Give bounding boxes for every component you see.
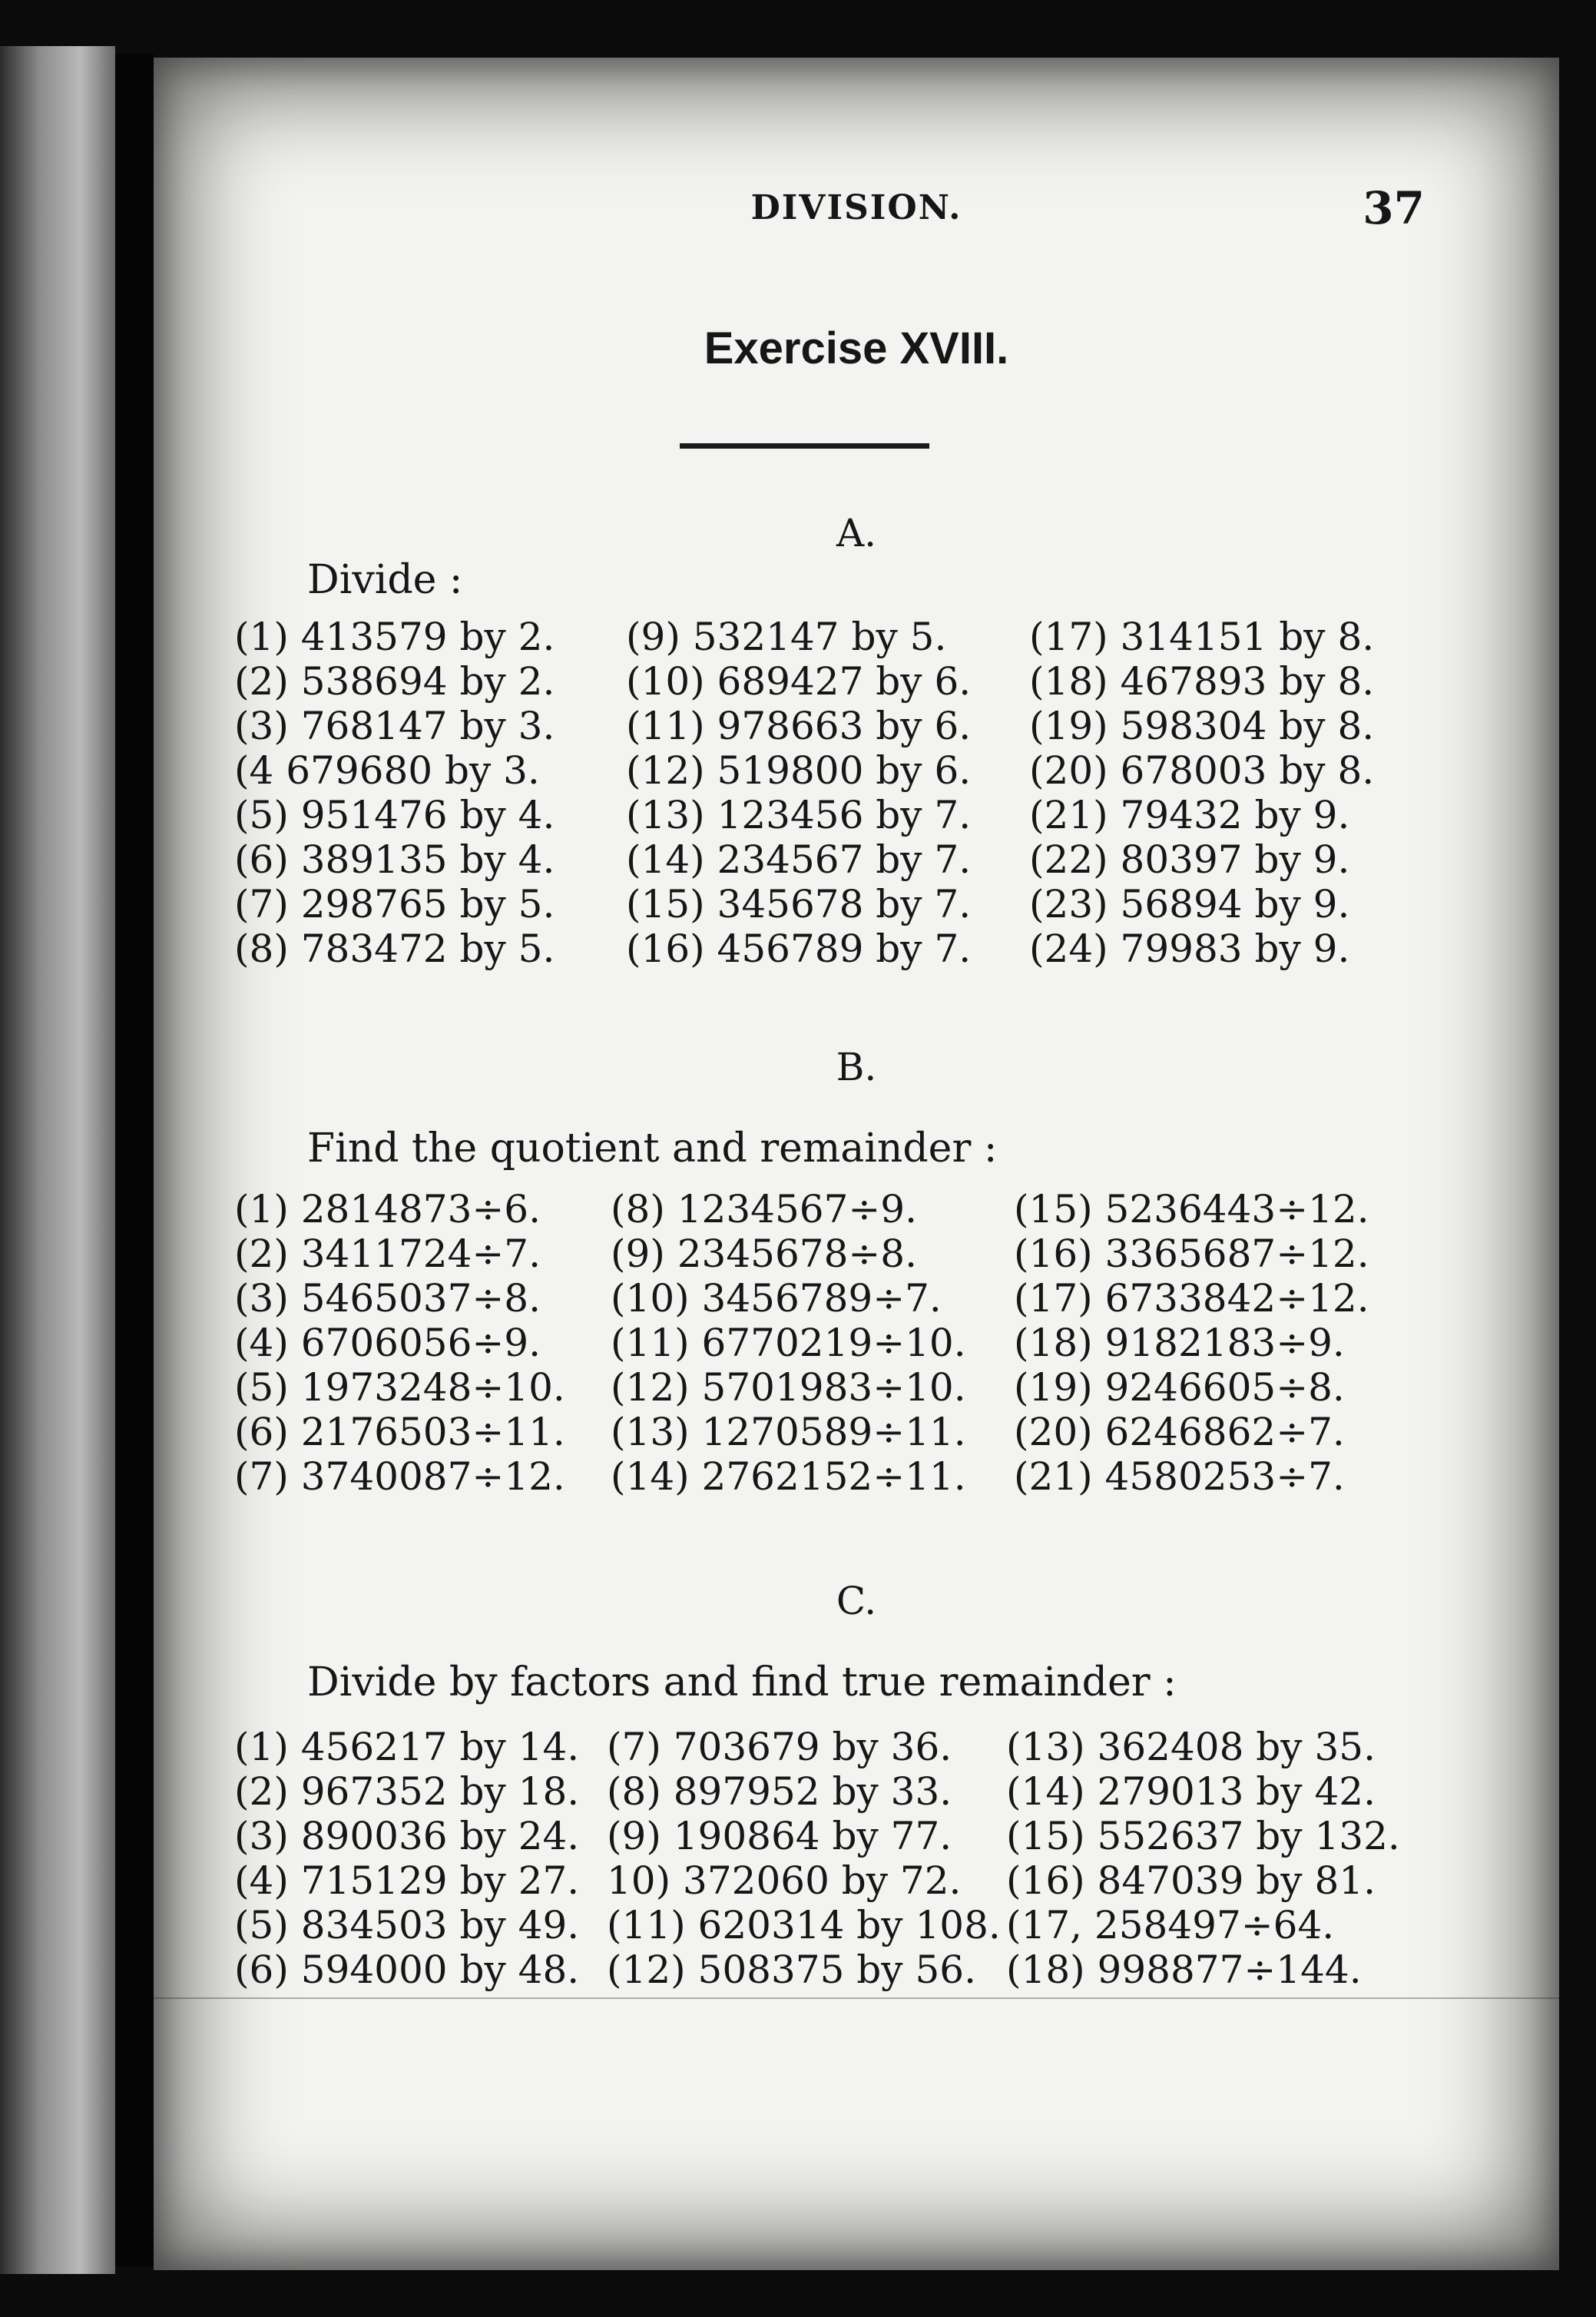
exercise-item: (4) 715129 by 27. <box>234 1858 580 1903</box>
exercise-item: (13) 123456 by 7. <box>626 793 972 837</box>
exercise-item: (14) 234567 by 7. <box>626 837 972 882</box>
exercise-item: (18) 9182183÷9. <box>1014 1321 1345 1365</box>
exercise-item: (20) 678003 by 8. <box>1029 748 1375 793</box>
exercise-item: (2) 538694 by 2. <box>234 659 555 704</box>
title-rule <box>680 443 929 449</box>
exercise-item: (9) 190864 by 77. <box>607 1814 952 1858</box>
exercise-item: (12) 508375 by 56. <box>607 1947 976 1992</box>
section-b-column-3 <box>1014 1187 1369 1499</box>
section-c-column-2 <box>607 1725 1001 1992</box>
exercise-item: (16) 3365687÷12. <box>1014 1231 1369 1276</box>
exercise-item: (17) 6733842÷12. <box>1014 1276 1369 1321</box>
exercise-item: (19) 9246605÷8. <box>1014 1365 1345 1410</box>
exercise-item: (8) 1234567÷9. <box>611 1187 917 1231</box>
exercise-item: (2) 967352 by 18. <box>234 1769 580 1814</box>
exercise-item: (6) 594000 by 48. <box>234 1947 580 1992</box>
exercise-item: (7) 3740087÷12. <box>234 1454 565 1499</box>
exercise-item: (7) 703679 by 36. <box>607 1725 952 1769</box>
exercise-item: (10) 3456789÷7. <box>611 1276 942 1321</box>
exercise-item: (15) 552637 by 132. <box>1006 1814 1400 1858</box>
exercise-item: (14) 279013 by 42. <box>1006 1769 1376 1814</box>
facing-page-edge <box>0 46 115 2274</box>
exercise-item: (6) 389135 by 4. <box>234 837 555 882</box>
section-b-column-2 <box>611 1187 966 1499</box>
section-a-instruction: Divide : <box>307 557 463 603</box>
exercise-item: (4) 6706056÷9. <box>234 1321 541 1365</box>
exercise-item: (16) 847039 by 81. <box>1006 1858 1376 1903</box>
exercise-item: (17) 314151 by 8. <box>1029 615 1375 659</box>
exercise-item: (5) 1973248÷10. <box>234 1365 565 1410</box>
section-a-letter: A. <box>836 511 876 555</box>
exercise-item: (15) 5236443÷12. <box>1014 1187 1369 1231</box>
exercise-item: (3) 5465037÷8. <box>234 1276 541 1321</box>
section-b-instruction: Find the quotient and remainder : <box>307 1125 998 1172</box>
exercise-item: (11) 978663 by 6. <box>626 704 972 748</box>
section-b-letter: B. <box>836 1045 877 1089</box>
exercise-item: (12) 5701983÷10. <box>611 1365 966 1410</box>
section-a-column-1 <box>234 615 555 971</box>
section-c-column-3 <box>1006 1725 1400 1992</box>
exercise-item: (9) 532147 by 5. <box>626 615 947 659</box>
exercise-title: Exercise XVIII. <box>704 323 1009 373</box>
exercise-item: (21) 79432 by 9. <box>1029 793 1350 837</box>
exercise-item: (13) 362408 by 35. <box>1006 1725 1376 1769</box>
exercise-item: (22) 80397 by 9. <box>1029 837 1350 882</box>
exercise-item: (1) 413579 by 2. <box>234 615 555 659</box>
exercise-item: (19) 598304 by 8. <box>1029 704 1375 748</box>
exercise-item: (5) 951476 by 4. <box>234 793 555 837</box>
exercise-item: (5) 834503 by 49. <box>234 1903 580 1947</box>
exercise-item: (3) 890036 by 24. <box>234 1814 580 1858</box>
exercise-item: (8) 783472 by 5. <box>234 926 555 971</box>
book-page <box>154 58 1559 2270</box>
exercise-item: (6) 2176503÷11. <box>234 1410 565 1454</box>
exercise-item: (7) 298765 by 5. <box>234 882 555 926</box>
exercise-item: (1) 2814873÷6. <box>234 1187 541 1231</box>
exercise-item: (16) 456789 by 7. <box>626 926 972 971</box>
section-c-instruction: Divide by factors and find true remainder : <box>307 1659 1177 1705</box>
section-a-column-2 <box>626 615 971 971</box>
exercise-item: (14) 2762152÷11. <box>611 1454 966 1499</box>
running-title: DIVISION. <box>750 188 962 227</box>
exercise-item: (18) 998877÷144. <box>1006 1947 1362 1992</box>
section-b-column-1 <box>234 1187 565 1499</box>
section-c-column-1 <box>234 1725 579 1992</box>
exercise-item: (12) 519800 by 6. <box>626 748 972 793</box>
section-a-column-3 <box>1029 615 1374 971</box>
exercise-item: (15) 345678 by 7. <box>626 882 972 926</box>
exercise-item: (1) 456217 by 14. <box>234 1725 580 1769</box>
book-gutter <box>115 54 154 2266</box>
exercise-item: (11) 620314 by 108. <box>607 1903 1001 1947</box>
exercise-item: (3) 768147 by 3. <box>234 704 555 748</box>
exercise-item: (9) 2345678÷8. <box>611 1231 917 1276</box>
exercise-item: (20) 6246862÷7. <box>1014 1410 1345 1454</box>
exercise-item: (17, 258497÷64. <box>1006 1903 1335 1947</box>
exercise-item: (11) 6770219÷10. <box>611 1321 966 1365</box>
page-number: 37 <box>1363 182 1425 234</box>
exercise-item: (8) 897952 by 33. <box>607 1769 952 1814</box>
exercise-item: (23) 56894 by 9. <box>1029 882 1350 926</box>
exercise-item: (24) 79983 by 9. <box>1029 926 1350 971</box>
exercise-item: (18) 467893 by 8. <box>1029 659 1375 704</box>
exercise-item: (4 679680 by 3. <box>234 748 540 793</box>
running-head <box>154 182 1559 250</box>
scan-crease-line <box>154 1997 1559 1999</box>
exercise-item: (2) 3411724÷7. <box>234 1231 541 1276</box>
exercise-item: 10) 372060 by 72. <box>607 1858 962 1903</box>
section-c-letter: C. <box>836 1579 877 1623</box>
exercise-item: (13) 1270589÷11. <box>611 1410 966 1454</box>
exercise-item: (21) 4580253÷7. <box>1014 1454 1345 1499</box>
exercise-item: (10) 689427 by 6. <box>626 659 972 704</box>
